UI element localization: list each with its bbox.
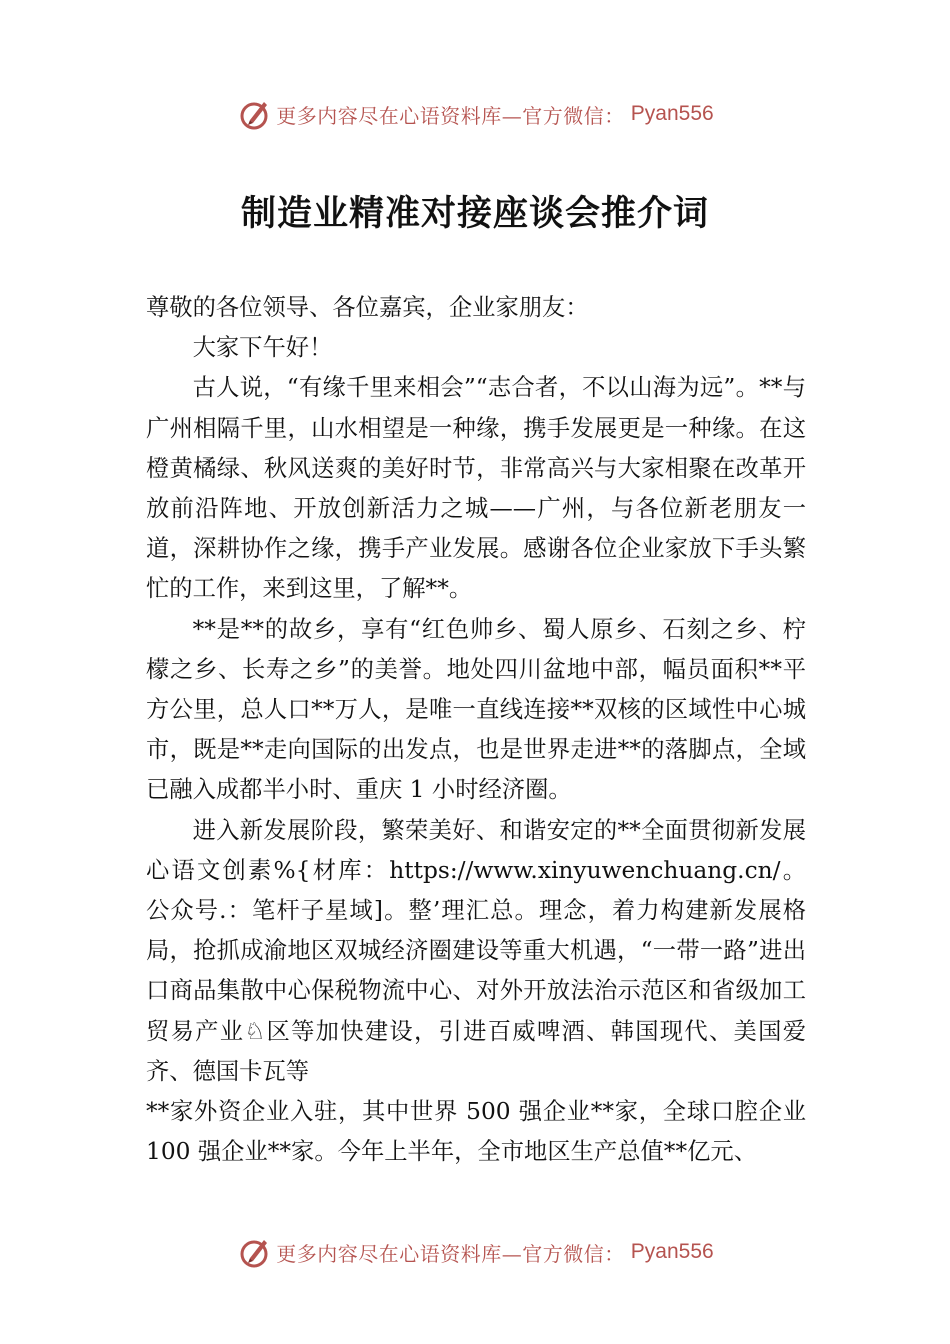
page-title: 制造业精准对接座谈会推介词 bbox=[240, 193, 709, 234]
pen-nib-logo-icon bbox=[236, 1234, 272, 1270]
greeting: 大家下午好！ bbox=[192, 334, 333, 362]
wechat-id: Pyan556 bbox=[630, 1240, 714, 1263]
watermark-text: 更多内容尽在心语资料库—官方微信： bbox=[276, 1241, 625, 1266]
paragraph: 进入新发展阶段，繁荣美好、和谐安定的**全面贯彻新发展心语文创素%{材库：https://www.xinyuwenchuang.cn/。公众号.：笔杆子星域]。整’理汇总。理念，着力构建新发展格局，抢抓成渝地区双城经济圈建设等重大机遇，“一带一路”进出口商品集散中心保税物流中心、对外开放法治示范区和省级加工贸易产业♘区等加快建设，引进百威啤酒、韩国现代、美国爱齐、德国卡瓦等 bbox=[146, 816, 806, 1085]
footer-watermark bbox=[0, 1232, 950, 1272]
wechat-id: Pyan556 bbox=[630, 102, 714, 125]
pen-nib-logo-icon bbox=[236, 96, 272, 132]
paragraph: **是**的故乡，享有“红色帅乡、蜀人原乡、石刻之乡、柠檬之乡、长寿之乡”的美誉。地处四川盆地中部，幅员面积**平方公里，总人口**万人，是唯一直线连接**双核的区域性中心城市，既是**走向国际的出发点，也是世界走进**的落脚点，全域已融入成都半小时、重庆 1 小时经济圈。 bbox=[146, 615, 806, 804]
document-body bbox=[146, 288, 806, 1172]
paragraph: 古人说，“有缘千里来相会”“志合者，不以山海为远”。**与广州相隔千里，山水相望是一种缘，携手发展更是一种缘。在这橙黄橘绿、秋风送爽的美好时节，非常高兴与大家相聚在改革开放前沿阵地、开放创新活力之城——广州，与各位新老朋友一道，深耕协作之缘，携手产业发展。感谢各位企业家放下手头繁忙的工作，来到这里，了解**。 bbox=[146, 374, 806, 603]
header-watermark bbox=[0, 94, 950, 134]
paragraph: **家外资企业入驻，其中世界 500 强企业**家，全球口腔企业 100 强企业**家。今年上半年，全市地区生产总值**亿元、 bbox=[146, 1098, 806, 1166]
salutation: 尊敬的各位领导、各位嘉宾，企业家朋友： bbox=[146, 294, 589, 321]
watermark-text: 更多内容尽在心语资料库—官方微信： bbox=[276, 103, 625, 128]
